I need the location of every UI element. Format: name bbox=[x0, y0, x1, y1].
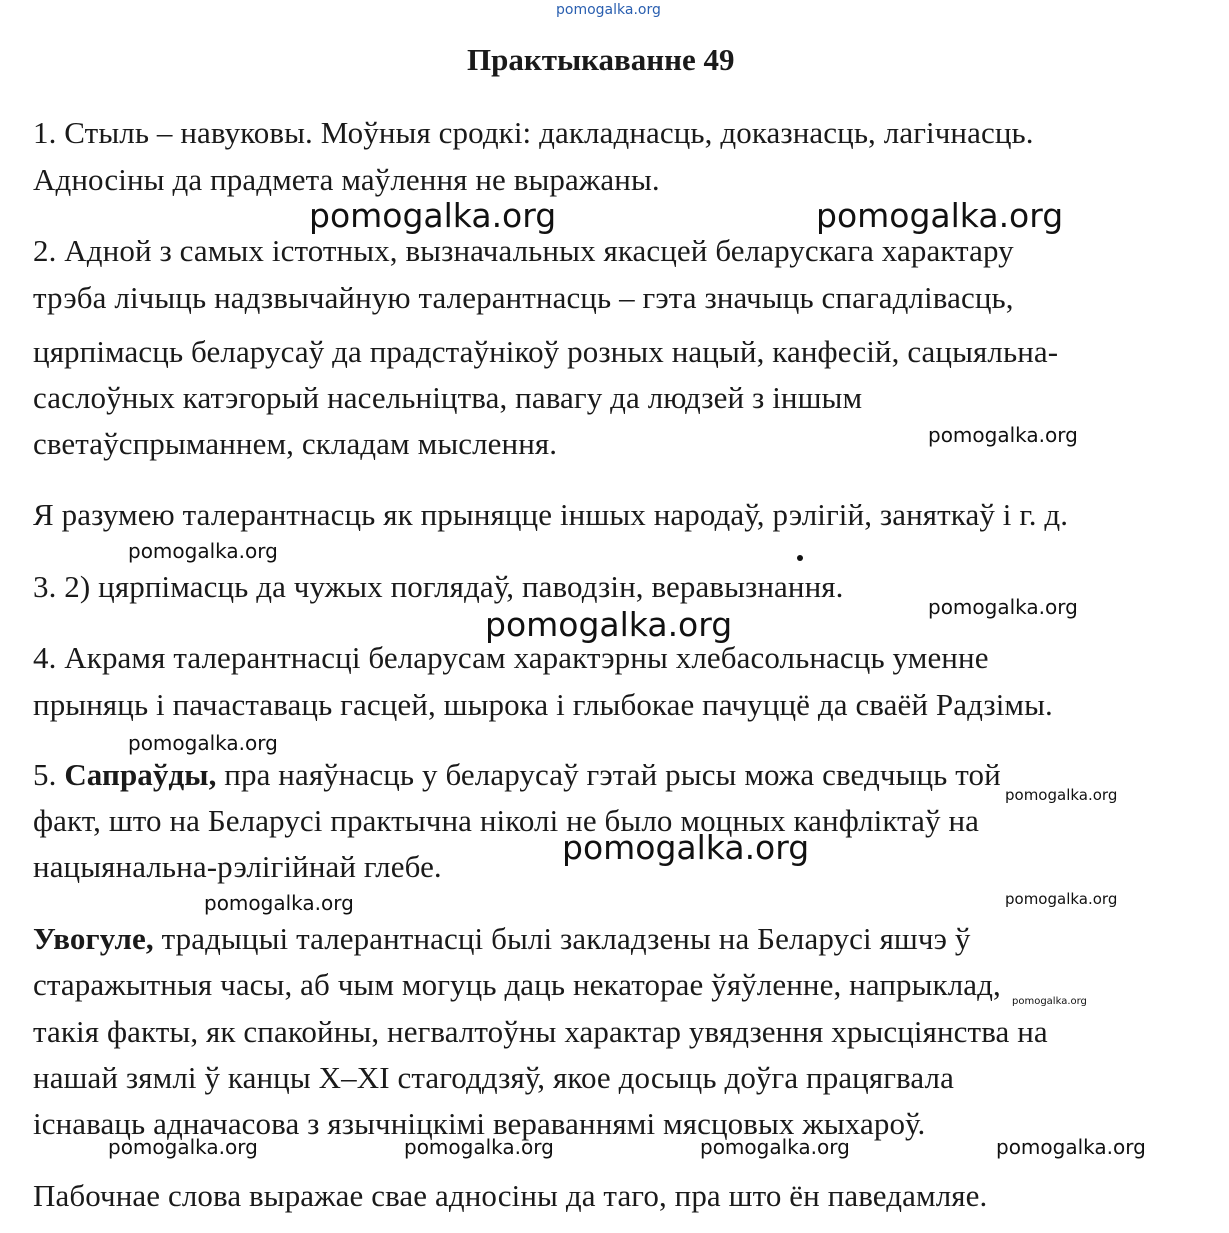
parenthetical-note: Пабочнае слова выражае свае адносіны да таго, пра што ён паведамляе. bbox=[33, 1178, 988, 1213]
answer-1-line-1: 1. Стыль – навуковы. Моўныя сродкі: дакладнасць, доказнасць, лагічнасць. bbox=[33, 115, 1034, 150]
top-watermark: pomogalka.org bbox=[556, 2, 661, 18]
watermark: pomogalka.org bbox=[562, 828, 810, 867]
answer-2-line-1: 2. Адной з самых істотных, вызначальных якасцей беларускага характару bbox=[33, 233, 1014, 268]
answer-5-line-1-rest: пра наяўнасць у беларусаў гэтай рысы можа сведчыць той bbox=[224, 757, 1001, 792]
answer-5-number: 5. bbox=[33, 757, 57, 792]
watermark: pomogalka.org bbox=[108, 1135, 258, 1159]
watermark: pomogalka.org bbox=[309, 196, 557, 235]
answer-2-line-3: цярпімасць беларусаў да прадстаўнікоў розных нацый, канфесій, сацыяльна- bbox=[33, 334, 1059, 369]
watermark: pomogalka.org bbox=[700, 1135, 850, 1159]
answer-5-line-3: нацыянальна-рэлігійнай глебе. bbox=[33, 849, 442, 884]
page-title: Практыкаванне 49 bbox=[467, 42, 735, 77]
watermark: pomogalka.org bbox=[1005, 786, 1118, 804]
answer-3: 3. 2) цярпімасць да чужых поглядаў, паводзін, веравызнання. bbox=[33, 569, 844, 604]
answer-1-line-2: Адносіны да прадмета маўлення не выражаны. bbox=[33, 162, 660, 197]
watermark: pomogalka.org bbox=[1012, 996, 1087, 1007]
watermark: pomogalka.org bbox=[1005, 890, 1118, 908]
watermark: pomogalka.org bbox=[928, 423, 1078, 447]
conclusion-line-1 bbox=[33, 921, 970, 957]
answer-5-line-1 bbox=[33, 757, 1001, 793]
conclusion-line-2: старажытныя часы, аб чым могуць даць некаторае ўяўленне, напрыклад, bbox=[33, 967, 1001, 1002]
conclusion-line-3: такія факты, як спакойны, негвалтоўны характар увядзення хрысціянства на bbox=[33, 1014, 1048, 1049]
answer-2-line-4: саслоўных катэгорый насельніцтва, павагу да людзей з іншым bbox=[33, 380, 863, 415]
answer-2-line-2: трэба лічыць надзвычайную талерантнасць – гэта значыць спагадлівасць, bbox=[33, 280, 1014, 315]
decorative-dot bbox=[797, 555, 803, 561]
watermark: pomogalka.org bbox=[816, 196, 1064, 235]
watermark: pomogalka.org bbox=[996, 1135, 1146, 1159]
answer-4-line-2: прыняць і пачаставаць гасцей, шырока і глыбокае пачуццё да сваёй Радзімы. bbox=[33, 687, 1053, 722]
conclusion-line-5: існаваць адначасова з язычніцкімі вераваннямі мясцовых жыхароў. bbox=[33, 1106, 926, 1141]
answer-4-line-1: 4. Акрамя талерантнасці беларусам характэрны хлебасольнасць уменне bbox=[33, 640, 989, 675]
watermark: pomogalka.org bbox=[204, 891, 354, 915]
answer-5-bold-word: Сапраўды, bbox=[64, 757, 217, 792]
conclusion-bold-word: Увогуле, bbox=[33, 921, 154, 956]
watermark: pomogalka.org bbox=[404, 1135, 554, 1159]
answer-5-line-2: факт, што на Беларусі практычна ніколі не было моцных канфліктаў на bbox=[33, 803, 980, 838]
opinion-paragraph: Я разумею талерантнасць як прыняцце іншых народаў, рэлігій, заняткаў і г. д. bbox=[33, 497, 1069, 532]
watermark: pomogalka.org bbox=[928, 595, 1078, 619]
watermark: pomogalka.org bbox=[128, 539, 278, 563]
conclusion-line-4: нашай зямлі ў канцы X–XI стагоддзяў, якое досыць доўга працягвала bbox=[33, 1060, 954, 1095]
answer-2-line-5: светаўспрыманнем, складам мыслення. bbox=[33, 426, 558, 461]
watermark: pomogalka.org bbox=[485, 605, 733, 644]
watermark: pomogalka.org bbox=[128, 731, 278, 755]
conclusion-line-1-rest: традыцыі талерантнасці былі закладзены на Беларусі яшчэ ў bbox=[161, 921, 971, 956]
